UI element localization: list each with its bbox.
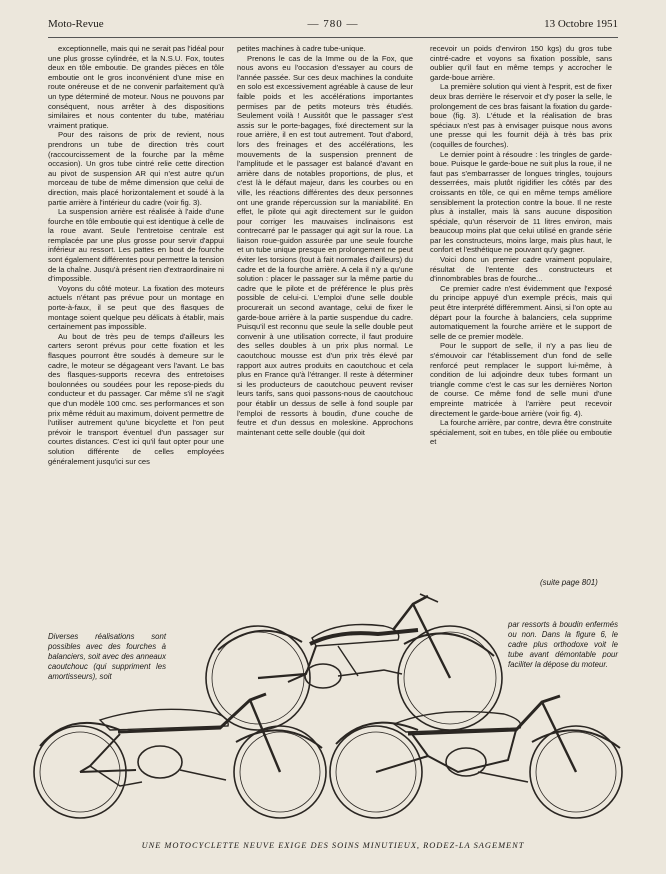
paragraph: La fourche arrière, par contre, devra être construite spécialement, soit en tubes, en tôle pliée ou emboutie et: [430, 418, 612, 447]
paragraph: Pour le support de selle, il n'y a pas lieu de s'émouvoir car l'établissement d'un fond de selle renforcé peut remplacer le support lui-même, à condition de lui adjoindre deux tubes formant un triangle comme c'est le cas sur les dernières Norton de course. Ce même fond de selle muni d'une empreinte matricée à l'arrière peut recevoir directement le garde-boue arrière (voir fig. 4).: [430, 341, 612, 418]
paragraph: Le dernier point à résoudre : les tringles de garde-boue. Puisque le garde-boue ne suit plus la roue, il ne faut pas s'embarrasser de longues tringles, toujours desserrées, mais plutôt rigidifier les côtés par des croissants en tôle, ce qui en même temps améliore sensiblement la protection contre la boue. Il ne reste plus à installer, mais là sans aucune disposition spéciale, qu'un réservoir de 11 litres environ, mais beaucoup moins plat que celui utilisé en grande série par les constructeurs, moins large, mais plus haut, le confort et l'esthétique ne pouvant qu'y gagner.: [430, 149, 612, 255]
paragraph: petites machines à cadre tube-unique.: [237, 44, 366, 53]
page-header: [48, 18, 618, 34]
continuation-note: (suite page 801): [540, 578, 598, 587]
paragraph: Au bout de très peu de temps d'ailleurs les carters seront prévus pour cette fixation et les flasques pourront être soudés à demeure sur le cadre, le moteur se dégageant vers l'avant. Le bas des flasques-supports recevra des entretoises boulonnées ou soudées pour les repose-pieds du conducteur et du passager. Car même s'il ne s'agit que d'un modèle 100 cmc. ses performances et son prix même réduit au maximum, doivent permettre de l'utiliser autrement qu'une bicyclette et l'on peut prévoir le transport éventuel d'un passager sur courtes distances. C'est ici qu'il faut opter pour une solution différente de celles employées généralement jusqu'ici sur ces: [48, 331, 224, 466]
magazine-name: Moto-Revue: [48, 18, 104, 30]
paragraph: La suspension arrière est réalisée à l'aide d'une fourche en tôle emboutie qui est identique à celle de la roue avant. Seule l'entretoise centrale est remplacée par une plus grosse pour servir d'appui inférieur au ressort. Les pattes en bout de fourche sont également différentes pour permettre la tension de la chaîne. Jusqu'à présent rien d'extraordinaire ni d'impossible.: [48, 207, 224, 284]
motorcycle-drawing-left: [30, 690, 330, 830]
paragraph: Ce premier cadre n'est évidemment que l'exposé du principe appuyé d'un exemple précis, mais qui peut être interprété différemment. Ainsi, si l'on opte au départ pour la fourche à balanciers, cela supprime automatiquement la fourche arrière et le support de selle de ce premier modèle.: [430, 283, 612, 341]
paragraph: Voyons du côté moteur. La fixation des moteurs actuels n'étant pas prévue pour un montage en porte-à-faux, il se peut que des flasques de montage soient quelque peu délicats à établir, mais certainement pas impossible.: [48, 283, 224, 332]
paragraph: exceptionnelle, mais qui ne serait pas l'idéal pour une plus grosse cylindrée, et la N.S.U. Fox, toutes deux en tôle emboutie. De grandes pièces en tôle emboutie ont le gros inconvénient d'une mise en route onéreuse et de ne convenir parfaitement qu'à un type déterminé de moteur. Nous ne pouvons par conséquent, nous arrêter à des dispositions similaires et nous contenter du tube, matériau vraiment pratique.: [48, 44, 224, 130]
text-column-1: [48, 44, 224, 634]
header-rule: [48, 37, 618, 38]
paragraph: Voici donc un premier cadre vraiment populaire, résultat de l'entente des constructeurs et d'innombrables bras de fourche...: [430, 255, 612, 284]
footer-slogan: UNE MOTOCYCLETTE NEUVE EXIGE DES SOINS MINUTIEUX, RODEZ-LA SAGEMENT: [141, 841, 525, 850]
motorcycle-drawing-right: [328, 690, 628, 830]
text-column-3: [430, 44, 612, 606]
issue-date: 13 Octobre 1951: [544, 18, 618, 30]
page-number: — 780 —: [307, 18, 359, 30]
paragraph: recevoir un poids d'environ 150 kgs) du gros tube cintré-cadre et voyons sa fixation possible, sans oublier qu'il faut en même temps y accrocher le garde-boue arrière.: [430, 44, 612, 82]
paragraph: Prenons le cas de la Imme ou de la Fox, que nous avons eu l'occasion d'essayer au cours de l'année passée. Sur ces deux machines la conduite en solo est excessivement agréable à cause de leur faible poids et les accélérations importantes permises par de petits moteurs très étudiés. Seulement voilà ! Aussitôt que le passager s'est assis sur le porte-bagages, fixé directement sur la roue arrière, il en est tout autrement. Tout d'abord, lors des freinages et des accélérations, les mouvements de la suspension prennent de l'amplitude et le passager est balancé d'avant en arrière dans de notables proportions, de plus, et c'est là le défaut majeur, dans les courbes ou en ville, les réactions différentes des deux personnes ont une grande répercussion sur la maniabilité. En effet, le pilote qui agit directement sur le guidon pour corriger les mauvaises inclinaisons est contrecarré par le passager qui agit sur la roue. La liaison roue-guidon assurée par une seule fourche et un tube unique presque en prolongement ne peut éviter les torsions (tout à fait normales d'ailleurs) du cadre et de la fourche arrière. A cela il n'y a qu'une solution : placer le passager sur la même partie du cadre que le pilote et de préférence le plus près possible de celui-ci. L'emploi d'une selle double procurerait un second avantage, celui de fixer le garde-boue arrière à la partie suspendue du cadre. Puisqu'il est reconnu que seule la selle double peut convenir à une utilisation correcte, il faut produire des selles doubles à un prix plus normal. Le caoutchouc mousse est d'un prix très élevé par rapport aux autres produits en caoutchouc et cela plus en France qu'à l'étranger. Il reste à déterminer si les producteurs de caoutchouc peuvent reviser leurs tarifs, sans quoi passons-nous de caoutchouc pour établir un dessus de selle à fond souple par l'emploi de ressorts à boudin, d'une couche de feutre et d'un dessus en moleskine. Approchons maintenant cette selle double (qui doit: [237, 53, 413, 437]
figure-caption-right: par ressorts à boudin enfermés ou non. Dans la figure 6, le cadre plus orthodoxe voit le tube avant démontable pour faciliter la dépose du moteur.: [508, 620, 618, 669]
paragraph: La première solution qui vient à l'esprit, est de fixer deux bras derrière le réservoir et d'y poser la selle, le prolongement de ces bras faisant la fixation du garde-boue (fig. 3). L'étude et la réalisation de bras spéciaux n'est pas à envisager puisque nous avons une presse qui les fournit déjà à très bas prix (coquilles de fourches).: [430, 82, 612, 149]
paragraph: Pour des raisons de prix de revient, nous prendrons un tube de direction très court (raccourcissement de la fourche par la même occasion). Un gros tube cintré relie cette direction au pivot de suspension AR qui n'est autre qu'un morceau de tube de même dimension que celui de direction, mais placé horizontalement et soudé à la partie arrière à l'intérieur du cadre (voir fig. 3).: [48, 130, 224, 207]
text-column-2: [237, 44, 413, 592]
figure-caption-left: Diverses réalisations sont possibles avec des fourches à balanciers, soit avec des anneaux caoutchouc (qui suppriment les amortisseurs), soit: [48, 632, 166, 681]
